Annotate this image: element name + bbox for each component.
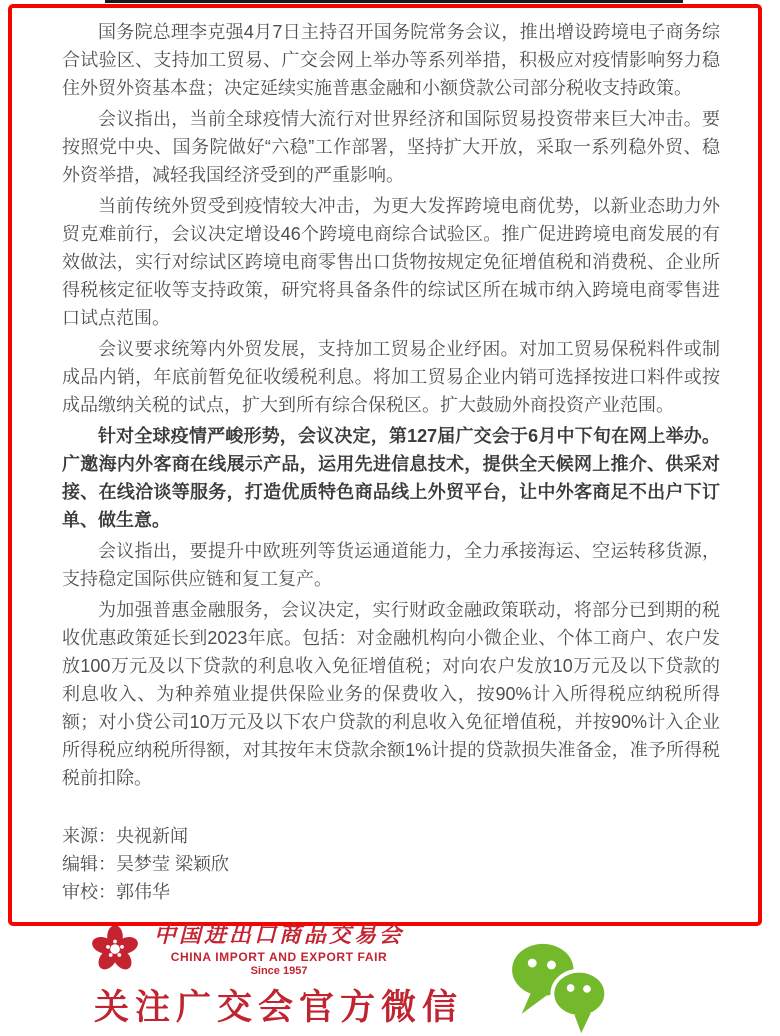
canton-fair-flower-icon (84, 921, 146, 975)
paragraph-2: 会议指出，当前全球疫情大流行对世界经济和国际贸易投资带来巨大冲击。要按照党中央、国务院做好“六稳”工作部署，坚持扩大开放，采取一系列稳外贸、稳外资举措，减轻我国经济受到的严重影响。 (62, 109, 720, 185)
logo-since-label: Since 1957 (250, 965, 308, 977)
credits-block (62, 822, 720, 906)
paragraph-3: 当前传统外贸受到疫情较大冲击，为更大发挥跨境电商优势，以新业态助力外贸克难前行，会议决定增设46个跨境电商综合试验区。推广促进跨境电商发展的有效做法，实行对综试区跨境电商零售出口货物按规定免征增值税和消费税、企业所得税核定征收等支持政策，研究将具备条件的综试区所在城市纳入跨境电商零售进口试点范围。 (62, 196, 720, 328)
logo-name-zh: 中国进出口商品交易会 (154, 922, 405, 947)
footer (62, 912, 720, 1030)
canton-fair-logo-text (154, 918, 404, 977)
wechat-follow-banner: 关注广交会官方微信 (94, 988, 464, 1027)
top-divider-line (105, 0, 683, 3)
canton-fair-logo (84, 918, 404, 977)
paragraph-4: 会议要求统筹内外贸发展，支持加工贸易企业纾困。对加工贸易保税料件或制成品内销，年底前暂免征收缓税利息。将加工贸易企业内销可选择按进口料件或按成品缴纳关税的试点，扩大到所有综合保税区。扩大鼓励外商投资产业范围。 (62, 339, 720, 415)
paragraph-1: 国务院总理李克强4月7日主持召开国务院常务会议，推出增设跨境电子商务综合试验区、支持加工贸易、广交会网上举办等系列举措，积极应对疫情影响努力稳住外贸外资基本盘；决定延续实施普惠金融和小额贷款公司部分税收支持政策。 (62, 22, 720, 98)
credit-reviewer: 审校：郭伟华 (62, 882, 170, 902)
wechat-icon (503, 940, 621, 1036)
paragraph-7: 为加强普惠金融服务，会议决定，实行财政金融政策联动，将部分已到期的税收优惠政策延长到2023年底。包括：对金融机构向小微企业、个体工商户、农户发放100万元及以下贷款的利息收入免征增值税；对向农户发放10万元及以下贷款的利息收入、为种养殖业提供保险业务的保费收入，按90%计入所得税应纳税所得额；对小贷公司10万元及以下农户贷款的利息收入免征增值税，并按90%计入企业所得税应纳税所得额，对其按年末贷款余额1%计提的贷款损失准备金，准予所得税税前扣除。 (62, 600, 720, 788)
credit-source: 来源：央视新闻 (62, 826, 188, 846)
article-red-frame (8, 4, 762, 1027)
paragraph-6: 会议指出，要提升中欧班列等货运通道能力，全力承接海运、空运转移货源，支持稳定国际供应链和复工复产。 (62, 541, 720, 589)
article-content (12, 8, 758, 1030)
credit-editor: 编辑：吴梦莹 梁颖欣 (62, 854, 230, 874)
logo-name-en: CHINA IMPORT AND EXPORT FAIR (170, 950, 388, 964)
highlight-paragraph-canton-fair: 针对全球疫情严峻形势，会议决定，第127届广交会于6月中下旬在网上举办。广邀海内外客商在线展示产品，运用先进信息技术，提供全天候网上推介、供采对接、在线洽谈等服务，打造优质特色商品线上外贸平台，让中外客商足不出户下订单、做生意。 (62, 426, 720, 530)
